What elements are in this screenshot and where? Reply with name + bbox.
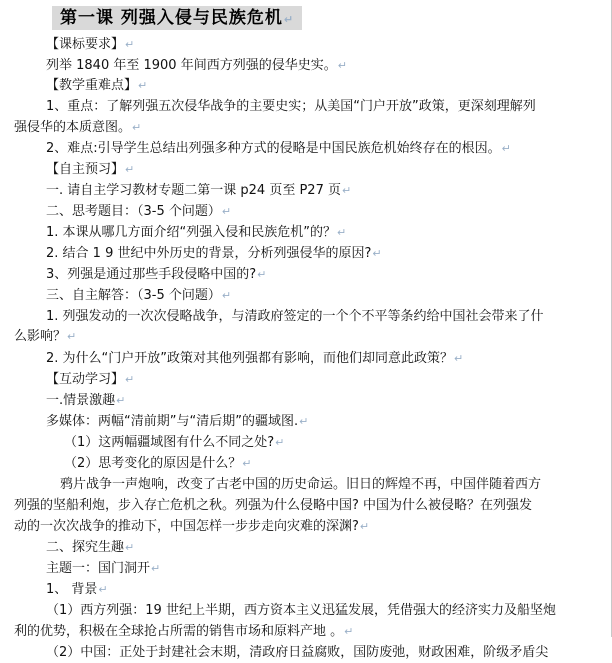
text-line: 主题一：国门洞开↵: [46, 561, 161, 576]
text-line: 多媒体：两幅“清前期”与“清后期”的疆域图.↵: [46, 414, 309, 429]
text-line: 2. 结合 1 9 世纪中外历史的背景，分析列强侵华的原因?↵: [46, 246, 382, 261]
text-line: 1. 本课从哪几方面介绍“列强入侵和民族危机”的？↵: [46, 225, 347, 240]
paragraph-mark-icon: ↵: [67, 330, 77, 343]
text-line: 1. 列强发动的一次次侵略战争，与清政府签定的一个个不平等条约给中国社会带来了什: [46, 309, 544, 324]
lesson-title: [52, 6, 302, 30]
text-line: 利的优势，积极在全球抢占所需的销售市场和原料产地 。↵: [14, 624, 354, 639]
paragraph-mark-icon: ↵: [337, 59, 347, 72]
paragraph-mark-icon: ↵: [125, 373, 135, 386]
text-line: 二、探究生趣↵: [46, 540, 135, 555]
text-line: （2）思考变化的原因是什么？↵: [64, 456, 252, 471]
text-line: 一.情景激趣↵: [46, 393, 126, 408]
paragraph-mark-icon: ↵: [257, 268, 267, 281]
text-line: 动的一次次战争的推动下，中国怎样一步步走向灾难的深渊?↵: [14, 519, 370, 534]
paragraph-mark-icon: ↵: [125, 541, 135, 554]
text-line: （1）西方列强：19 世纪上半期，西方资本主义迅猛发展，凭借强大的经济实力及船坚炮: [46, 603, 556, 618]
text-line: 列强的坚船利炮，步入存亡危机之秋。列强为什么侵略中国? 中国为什么被侵略？在列强发: [14, 498, 533, 513]
paragraph-mark-icon: ↵: [125, 163, 135, 176]
text-line: 鸦片战争一声炮响，改变了古老中国的历史命运。旧日的辉煌不再，中国伴随着西方: [60, 477, 542, 492]
text-line: （2）中国：正处于封建社会末期，清政府日益腐败，国防废弛，财政困难，阶级矛盾尖: [46, 645, 549, 660]
paragraph-mark-icon: ↵: [501, 142, 511, 155]
paragraph-mark-icon: ↵: [372, 247, 382, 260]
text-line: 3、列强是通过那些手段侵略中国的?↵: [46, 267, 267, 282]
text-line: 2、难点:引导学生总结出列强多种方式的侵略是中国民族危机始终存在的根因。↵: [46, 141, 511, 156]
text-line: 三、自主解答：（3-5 个问题）↵: [46, 288, 232, 303]
paragraph-mark-icon: ↵: [98, 583, 108, 596]
paragraph-mark-icon: ↵: [138, 79, 148, 92]
paragraph-mark-icon: ↵: [359, 520, 370, 533]
paragraph-mark-icon: ↵: [299, 415, 309, 428]
paragraph-mark-icon: ↵: [116, 394, 126, 407]
paragraph-mark-icon: ↵: [151, 562, 161, 575]
paragraph-mark-icon: ↵: [242, 457, 252, 470]
text-line: 【课标要求】↵: [46, 37, 135, 52]
paragraph-mark-icon: ↵: [275, 436, 285, 449]
text-line: 【自主预习】↵: [46, 162, 135, 177]
text-line: 二、思考题目：（3-5 个问题）↵: [46, 204, 232, 219]
paragraph-mark-icon: ↵: [221, 289, 232, 302]
text-line: （1）这两幅疆域图有什么不同之处?↵: [64, 435, 285, 450]
paragraph-mark-icon: ↵: [454, 352, 464, 365]
text-line: 【教学重难点】↵: [46, 78, 148, 93]
paragraph-mark-icon: ↵: [341, 184, 352, 197]
text-line: 么影响？↵: [14, 329, 77, 344]
text-line: 【互动学习】↵: [46, 372, 135, 387]
text-line: 1、 背景↵: [46, 582, 108, 597]
paragraph-mark-icon: ↵: [221, 205, 232, 218]
text-line: 强侵华的本质意图。↵: [14, 120, 142, 135]
text-line: 一. 请自主学习教材专题二第一课 p24 页至 P27 页↵: [46, 183, 352, 198]
paragraph-mark-icon: ↵: [337, 226, 347, 239]
paragraph-mark-icon: ↵: [344, 625, 354, 638]
text-line: 列举 1840 年至 1900 年间西方列强的侵华史实。↵: [46, 58, 347, 73]
paragraph-mark-icon: ↵: [283, 13, 295, 26]
text-line: 2. 为什么“门户开放”政策对其他列强都有影响，而他们却同意此政策？↵: [46, 351, 464, 366]
paragraph-mark-icon: ↵: [125, 38, 135, 51]
lesson-title-text: 第一课 列强入侵与民族危机: [60, 8, 283, 28]
paragraph-mark-icon: ↵: [132, 121, 142, 134]
text-line: 1、重点：了解列强五次侵华战争的主要史实；从美国“门户开放”政策，更深刻理解列: [46, 99, 536, 114]
